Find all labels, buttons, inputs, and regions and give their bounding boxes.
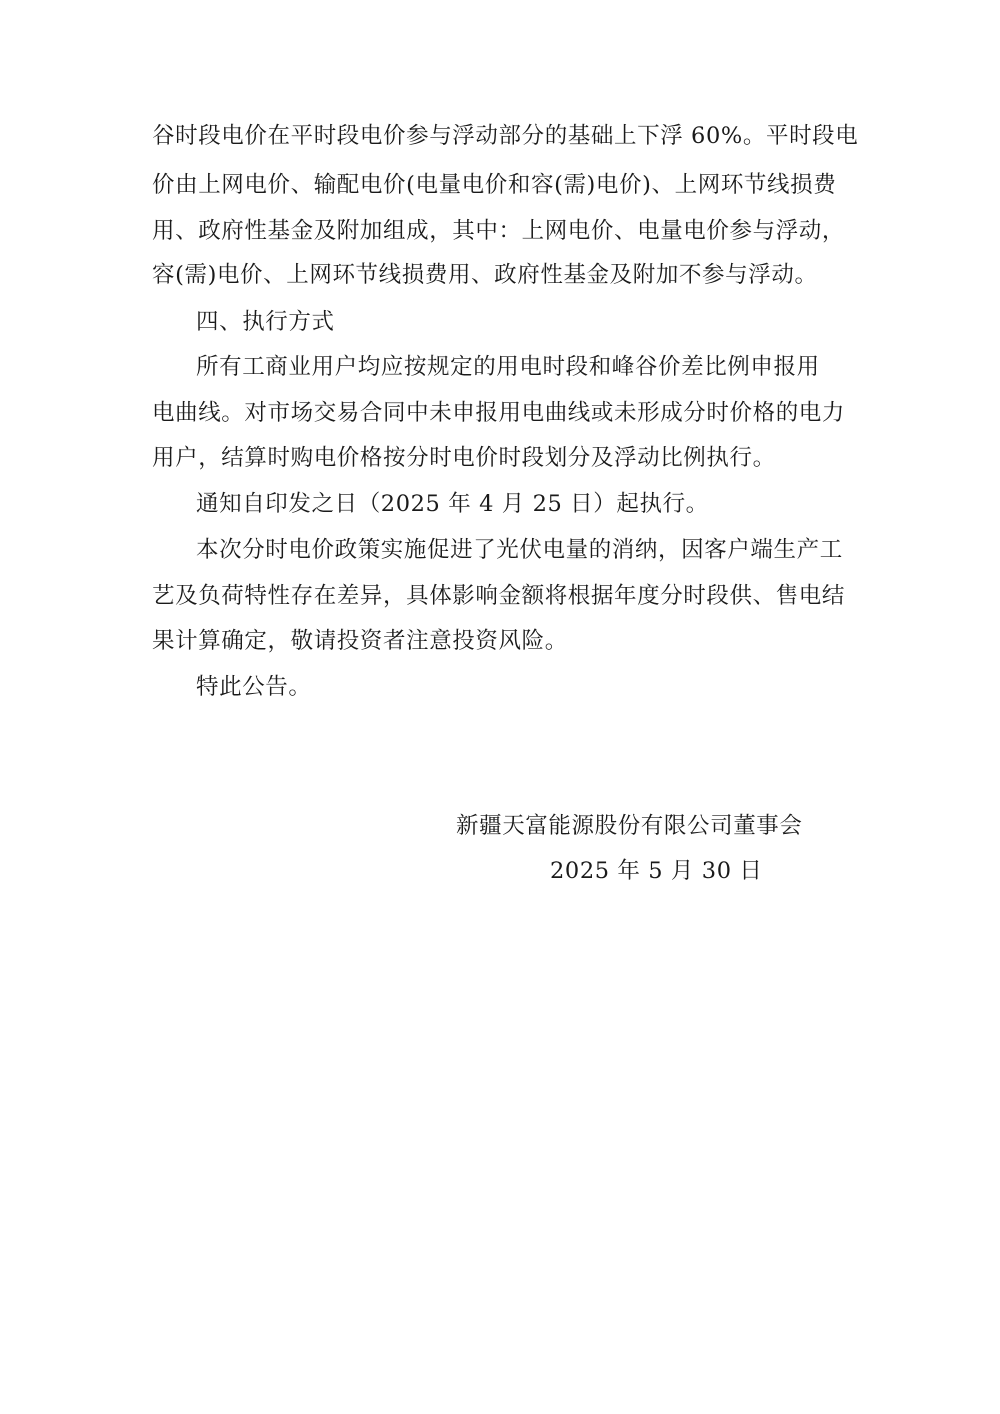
signature-date: 2025 年 5 月 30 日 [550, 858, 763, 884]
signature-company: 新疆天富能源股份有限公司董事会 [456, 813, 803, 839]
paragraph-2-line-2: 电曲线。对市场交易合同中未申报用电曲线或未形成分时价格的电力 [152, 400, 846, 426]
paragraph-1-line-2: 价由上网电价、输配电价(电量电价和容(需)电价)、上网环节线损费 [152, 172, 837, 198]
closing-statement: 特此公告。 [196, 674, 312, 700]
paragraph-1-line-4: 容(需)电价、上网环节线损费用、政府性基金及附加不参与浮动。 [152, 262, 818, 288]
paragraph-2-line-3: 用户，结算时购电价格按分时电价时段划分及浮动比例执行。 [152, 445, 776, 471]
paragraph-1-line-3: 用、政府性基金及附加组成，其中：上网电价、电量电价参与浮动， [152, 218, 846, 244]
section-heading: 四、执行方式 [196, 309, 335, 335]
paragraph-3: 通知自印发之日（2025 年 4 月 25 日）起执行。 [196, 491, 709, 517]
paragraph-1-line-1: 谷时段电价在平时段电价参与浮动部分的基础上下浮 60%。平时段电 [152, 123, 859, 149]
paragraph-4-line-3: 果计算确定，敬请投资者注意投资风险。 [152, 628, 568, 654]
paragraph-4-line-2: 艺及负荷特性存在差异，具体影响金额将根据年度分时段供、售电结 [152, 583, 846, 609]
paragraph-2-line-1: 所有工商业用户均应按规定的用电时段和峰谷价差比例申报用 [196, 354, 820, 380]
paragraph-4-line-1: 本次分时电价政策实施促进了光伏电量的消纳，因客户端生产工 [196, 537, 843, 563]
